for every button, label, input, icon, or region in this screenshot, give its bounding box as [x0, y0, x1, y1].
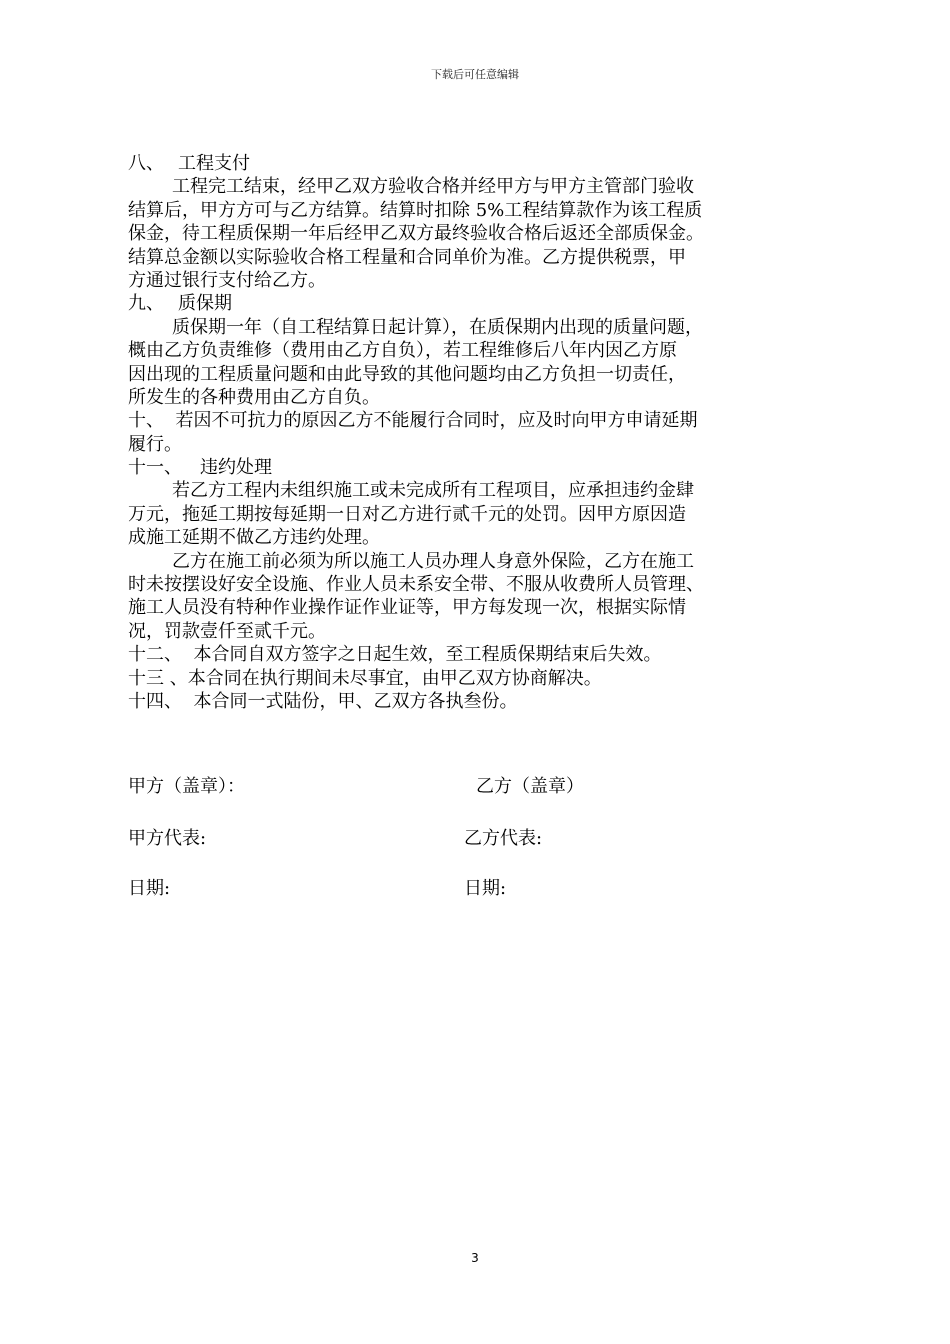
section-13-line: 十三 、本合同在执行期间未尽事宜，由甲乙双方协商解决。	[128, 667, 602, 689]
section-11-para1-line: 成施工延期不做乙方违约处理。	[128, 527, 380, 549]
party-a-seal-label: 甲方（盖章）：	[128, 776, 245, 797]
contract-body	[128, 152, 848, 713]
section-8-title: 工程支付	[178, 153, 250, 174]
section-10-line: 十、 若因不可抗力的原因乙方不能履行合同时，应及时向甲方申请延期	[128, 410, 698, 432]
section-11-para1-line: 若乙方工程内未组织施工或未完成所有工程项目，应承担违约金肆	[172, 480, 694, 502]
section-12-line: 十二、 本合同自双方签字之日起生效，至工程质保期结束后失效。	[128, 644, 662, 666]
section-11-heading	[128, 456, 848, 479]
section-8-line: 保金，待工程质保期一年后经甲乙双方最终验收合格后返还全部质保金。	[128, 223, 704, 245]
section-8-heading	[128, 152, 848, 175]
section-9-number: 九、	[128, 293, 164, 315]
header-note: 下载后可任意编辑	[431, 68, 519, 81]
party-b-date-label: 日期:	[464, 878, 507, 899]
party-b-representative-label: 乙方代表:	[464, 828, 543, 849]
section-9-heading	[128, 292, 848, 315]
signature-row-representative	[128, 824, 848, 848]
section-11-para1-line: 万元，拖延工期按每延期一日对乙方进行贰千元的处罚。因甲方原因造	[128, 503, 686, 525]
party-b-seal-label: 乙方（盖章）	[476, 776, 584, 797]
section-11-para2-line: 乙方在施工前必须为所以施工人员办理人身意外保险，乙方在施工	[172, 550, 694, 572]
section-10-line: 履行。	[128, 433, 182, 455]
party-a-date-label: 日期:	[128, 878, 171, 899]
signature-row-date	[128, 874, 848, 898]
section-8-line: 工程完工结束，经甲乙双方验收合格并经甲方与甲方主管部门验收	[172, 176, 694, 198]
section-11-title: 违约处理	[200, 457, 272, 479]
section-9-line: 质保期一年（自工程结算日起计算），在质保期内出现的质量问题，	[172, 316, 703, 338]
section-9-line: 所发生的各种费用由乙方自负。	[128, 386, 380, 408]
section-11-para2-line: 况，罚款壹仟至贰千元。	[128, 620, 326, 642]
page-number: 3	[471, 1251, 479, 1265]
section-11-number: 十一、	[128, 457, 182, 479]
section-9-line: 概由乙方负责维修（费用由乙方自负），若工程维修后八年内因乙方原	[128, 340, 677, 362]
section-11-para2-line: 时未按摆设好安全设施、作业人员未系安全带、不服从收费所人员管理、	[128, 574, 704, 596]
section-8-line: 结算总金额以实际验收合格工程量和合同单价为准。乙方提供税票，甲	[128, 246, 686, 268]
section-8-line: 结算后，甲方方可与乙方结算。结算时扣除 5%工程结算款作为该工程质	[128, 199, 703, 221]
section-9-line: 因出现的工程质量问题和由此导致的其他问题均由乙方负担一切责任，	[128, 363, 686, 385]
signature-row-seal	[128, 772, 848, 796]
section-8-number: 八、	[128, 153, 164, 174]
section-9-title: 质保期	[178, 293, 232, 315]
section-8-line: 方通过银行支付给乙方。	[128, 269, 326, 291]
section-14-line: 十四、 本合同一式陆份，甲、乙双方各执叁份。	[128, 690, 518, 712]
section-11-para2-line: 施工人员没有特种作业操作证作业证等，甲方每发现一次，根据实际情	[128, 597, 686, 619]
party-a-representative-label: 甲方代表:	[128, 828, 207, 849]
